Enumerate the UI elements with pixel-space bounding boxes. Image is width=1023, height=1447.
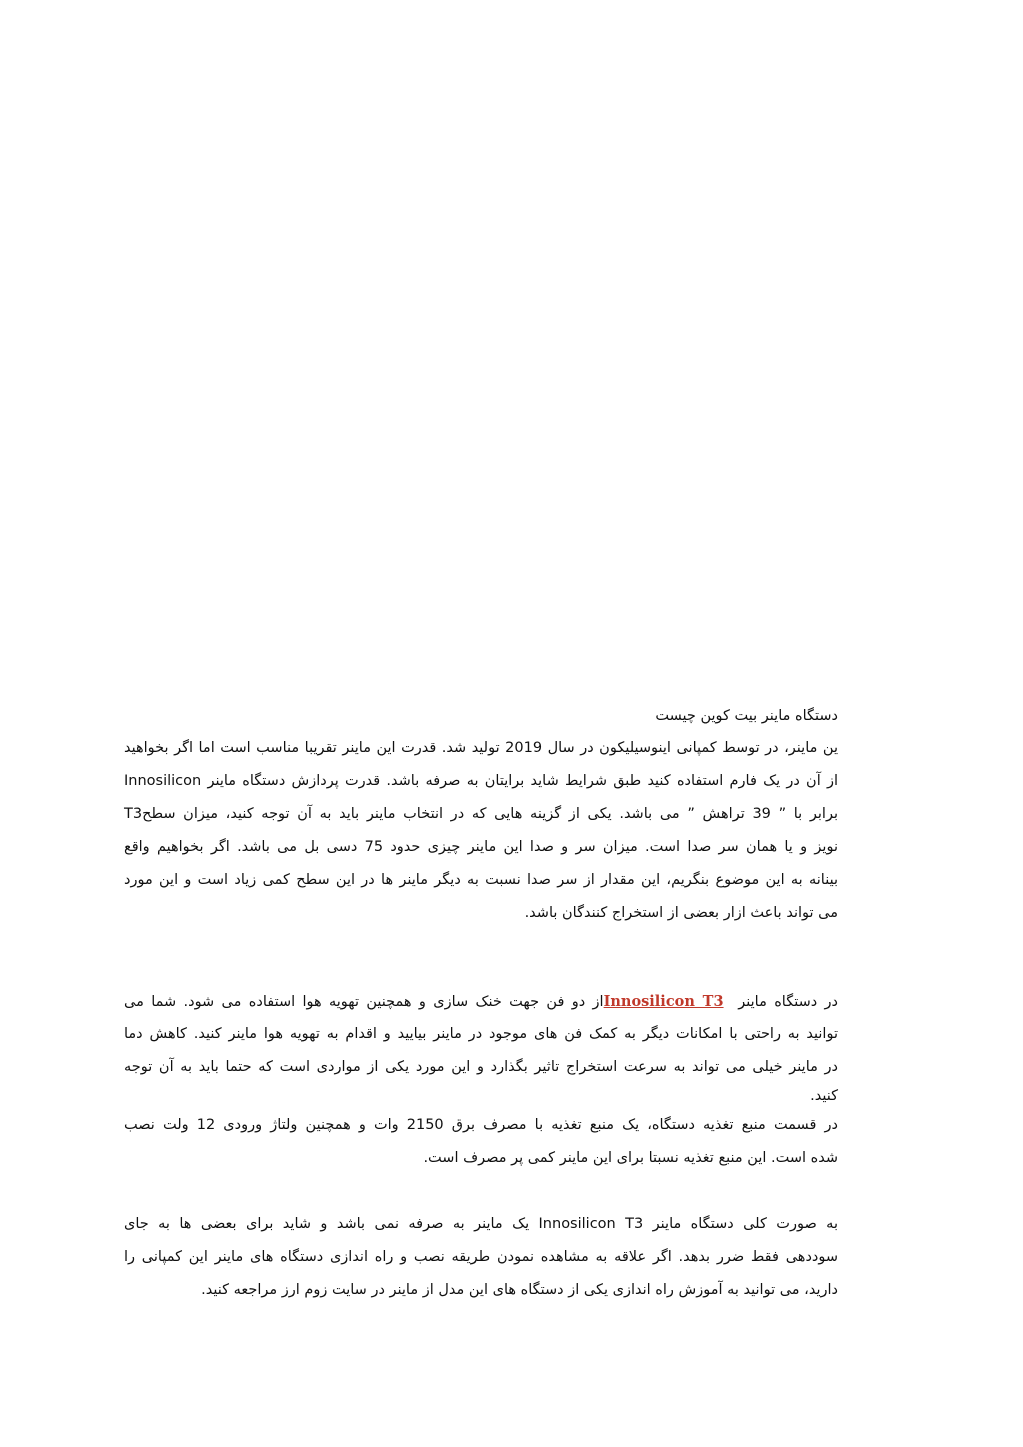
article-body (124, 700, 838, 1307)
paragraph-line: توانید به راحتی با امکانات دیگر به کمک فن های موجود در ماینر بیایید و اقدام به تهویه هوا ماینر کنید. کاهش دما (124, 1026, 838, 1042)
paragraph-line: در قسمت منبع تغذیه دستگاه، یک منبع تغذیه با مصرف برق 2150 وات و همچنین ولتاژ ورودی 12 ولت نصب (124, 1117, 838, 1133)
paragraph-line: T3برابر با ” 39 تراهش ” می باشد. یکی از گزینه هایی که در انتخاب ماینر باید به آن توجه کنید، میزان سطح (124, 806, 838, 822)
paragraph-cooling (124, 985, 838, 1109)
paragraph-line: به صورت کلی دستگاه ماینر Innosilicon T3 یک ماینر به صرفه نمی باشد و شاید برای بعضی ها به جای (124, 1216, 838, 1232)
paragraph-conclusion (124, 1208, 838, 1307)
paragraph-line: شده است. این منبع تغذیه نسبتا برای این ماینر کمی پر مصرف است. (423, 1150, 838, 1166)
paragraph-line: دارید، می توانید به آموزش راه اندازی یکی از دستگاه های این مدل از ماینر در سایت زوم ارز مراجعه کنید. (201, 1282, 838, 1298)
paragraph-line: از آن در یک فارم استفاده کنید طبق شرایط شاید برایتان به صرفه باشد. قدرت پردازش دستگاه ماینر Innosilicon (124, 773, 838, 789)
paragraph-line (124, 985, 838, 1018)
paragraph-line: در ماینر خیلی می تواند به سرعت استخراج تاثیر بگذارد و این مورد یکی از مواردی است که حتما باید به آن توجه (124, 1059, 838, 1075)
paragraph-intro (124, 732, 838, 930)
paragraph-power (124, 1109, 838, 1175)
paragraph-line: سوددهی فقط ضرر بدهد. اگر علاقه به مشاهده نمودن طریقه نصب و راه اندازی دستگاه های ماینر این کمپانی را (124, 1249, 838, 1265)
paragraph-line: می تواند باعث ازار بعضی از استخراج کنندگان باشد. (524, 905, 838, 921)
paragraph-line: بینانه به این موضوع بنگریم، این مقدار از سر صدا نسبت به دیگر ماینر ها در این سطح کمی زیاد است و این مورد (124, 872, 838, 888)
article-title: دستگاه ماینر بیت کوین چیست (655, 708, 838, 724)
paragraph-spacer (124, 1175, 838, 1208)
paragraph-line: کنید. (810, 1088, 838, 1104)
paragraph-spacer (124, 963, 838, 985)
paragraph-line: نویز و یا همان سر صدا است. میزان سر و صدا این ماینر چیزی حدود 75 دسی بل می باشد. اگر بخواهیم واقع (124, 839, 838, 855)
paragraph-text: از دو فن جهت خنک سازی و همچنین تهویه هوا استفاده می شود. شما می (124, 994, 604, 1010)
paragraph-line: ین ماینر، در توسط کمپانی اینوسیلیکون در سال 2019 تولید شد. قدرت این ماینر تقریبا مناسب است اما اگر بخواهید (124, 740, 838, 756)
paragraph-text: در دستگاه ماینر (738, 994, 839, 1010)
paragraph-spacer (124, 930, 838, 963)
innosilicon-t3-link[interactable]: Innosilicon T3 (603, 993, 724, 1010)
